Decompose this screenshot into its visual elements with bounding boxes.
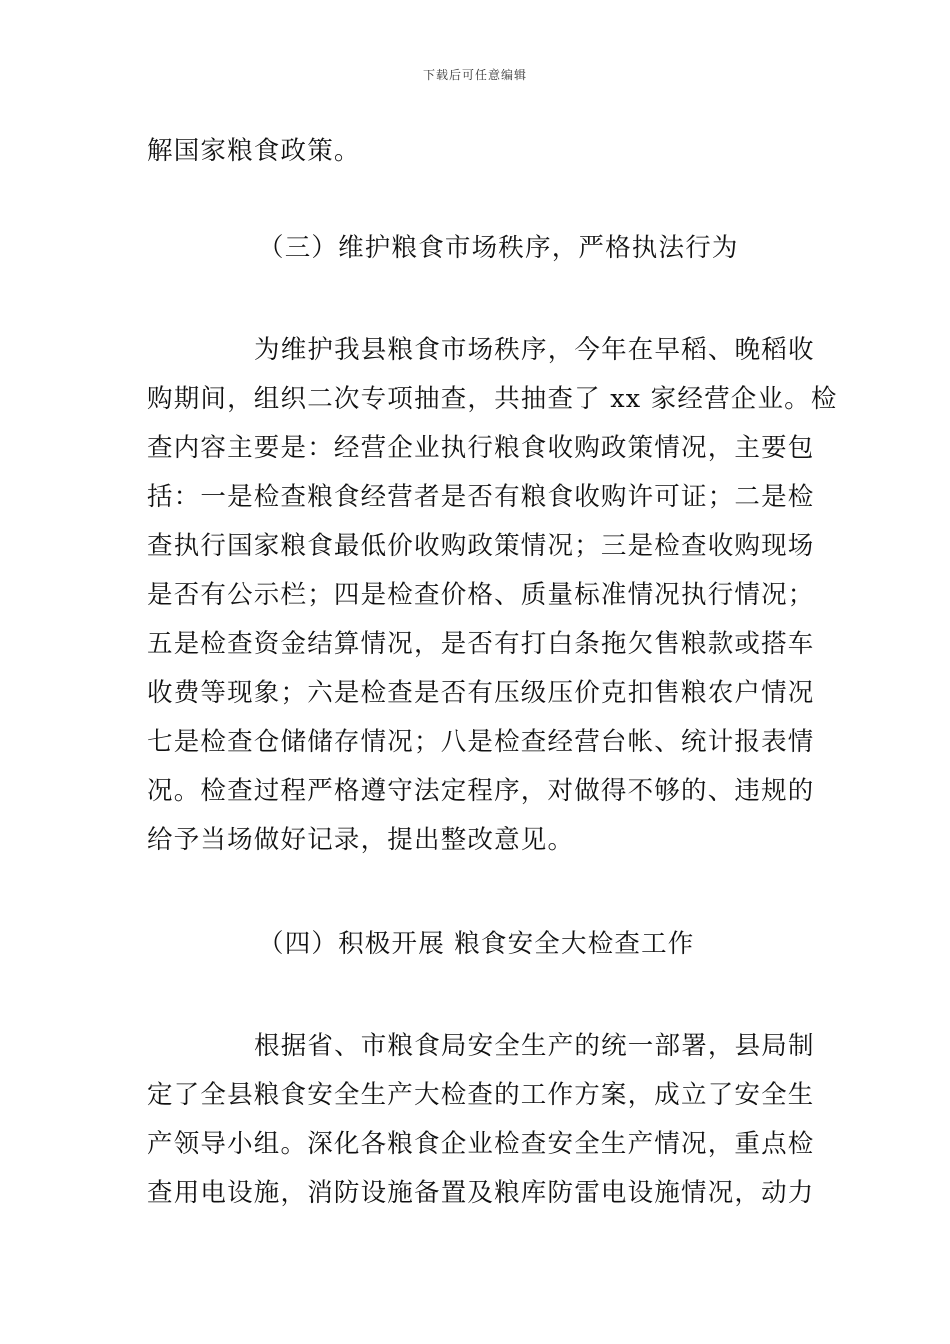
paragraph-line: 查内容主要是：经营企业执行粮食收购政策情况，主要包: [147, 433, 815, 463]
paragraph-line: 括：一是检查粮食经营者是否有粮食收购许可证；二是检: [147, 482, 815, 512]
paragraph-line: 况。检查过程严格遵守法定程序，对做得不够的、违规的: [147, 776, 815, 806]
section-4-paragraph: [147, 1022, 815, 1218]
paragraph-line: 给予当场做好记录，提出整改意见。: [147, 825, 575, 855]
paragraph-line: 是否有公示栏；四是检查价格、质量标准情况执行情况；: [147, 580, 815, 610]
section-3-heading: （三）维护粮食市场秩序，严格执法行为: [258, 233, 739, 263]
paragraph-line: 收费等现象；六是检查是否有压级压价克扣售粮农户情况: [147, 678, 815, 708]
paragraph-line: 定了全县粮食安全生产大检查的工作方案，成立了安全生: [147, 1080, 815, 1110]
paragraph-line: 查用电设施，消防设施备置及粮库防雷电设施情况，动力: [147, 1178, 815, 1208]
continuation-paragraph: [147, 127, 811, 176]
paragraph-line: 购期间，组织二次专项抽查，共抽查了 xx 家经营企业。检: [147, 384, 838, 414]
paragraph-line: 根据省、市粮食局安全生产的统一部署，县局制: [254, 1031, 815, 1061]
section-4-heading: （四）积极开展 粮食安全大检查工作: [258, 929, 695, 959]
paragraph-line: 为维护我县粮食市场秩序，今年在早稻、晚稻收: [254, 335, 815, 365]
paragraph-line: 查执行国家粮食最低价收购政策情况；三是检查收购现场: [147, 531, 815, 561]
continuation-line: 解国家粮食政策。: [147, 136, 361, 166]
paragraph-line: 五是检查资金结算情况，是否有打白条拖欠售粮款或搭车: [147, 629, 815, 659]
paragraph-line: 七是检查仓储储存情况；八是检查经营台帐、统计报表情: [147, 727, 815, 757]
paragraph-line: 产领导小组。深化各粮食企业检查安全生产情况，重点检: [147, 1129, 815, 1159]
page-header-note: 下载后可任意编辑: [422, 68, 527, 82]
section-3-paragraph: [147, 326, 838, 865]
